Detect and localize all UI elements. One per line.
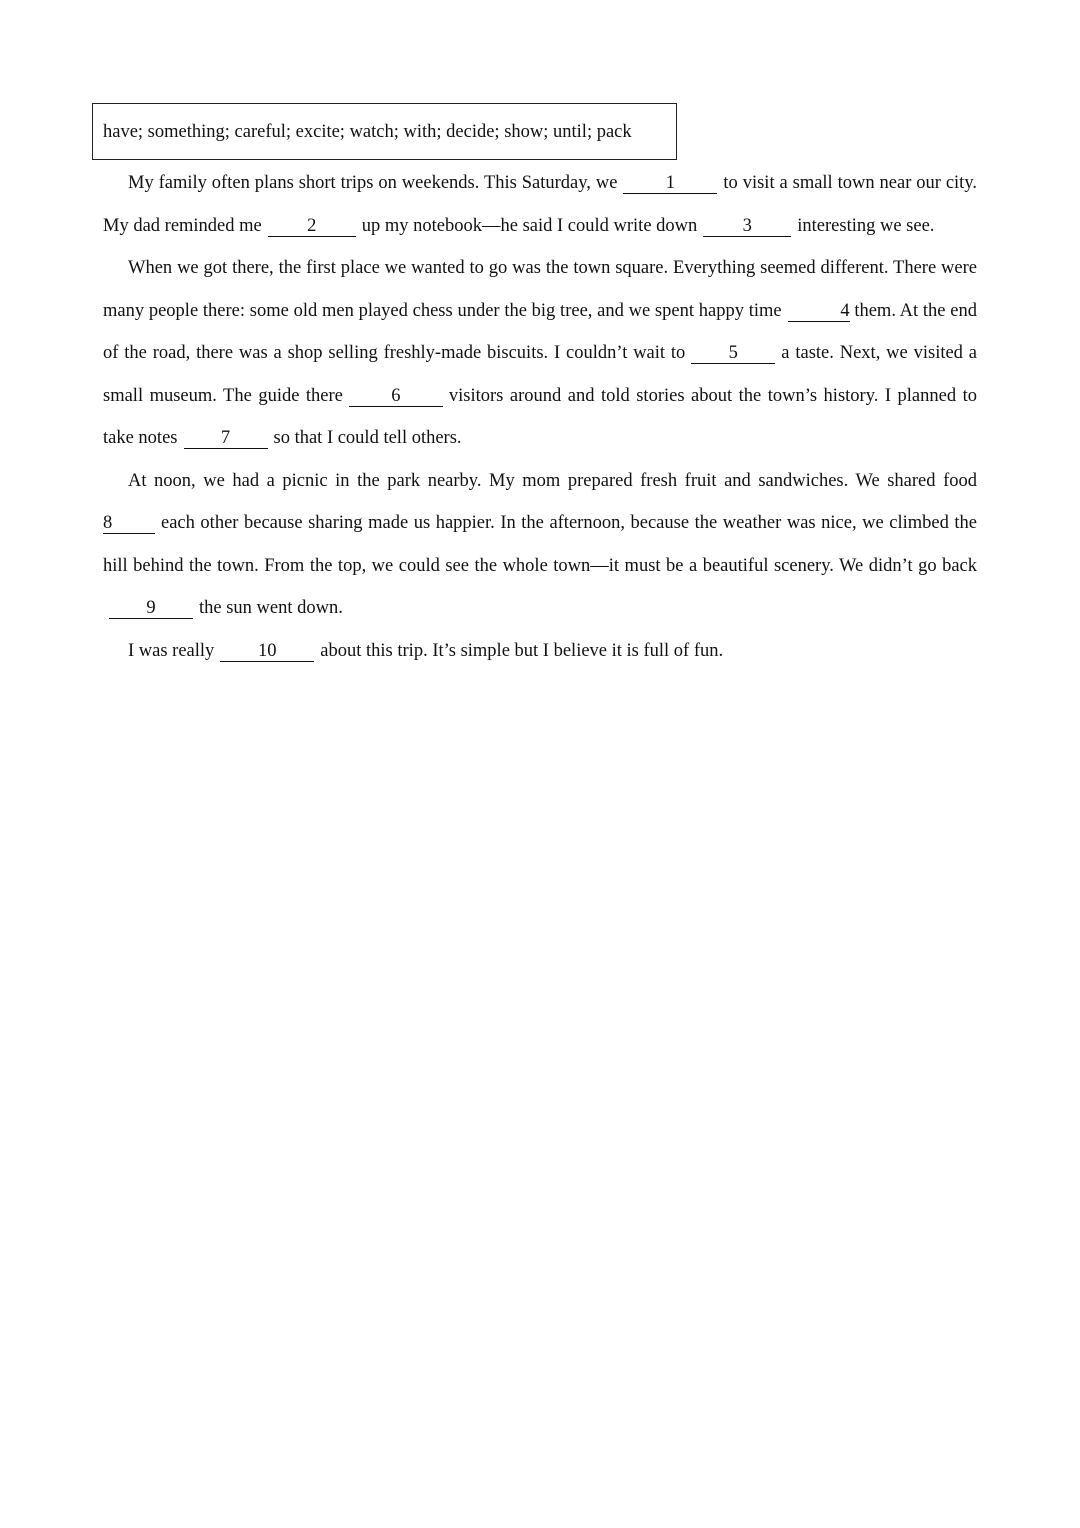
blank-9[interactable]: 9 — [109, 599, 193, 619]
blank-2[interactable]: 2 — [268, 217, 356, 237]
paragraph-text: interesting we see. — [797, 215, 935, 236]
paragraph-4 — [103, 630, 977, 673]
paragraph-text: each other because sharing made us happier. In the afternoon, because the weather was nice, we climbed the hill behind the town. From the top, we could see the whole town—it must be a beautiful scenery. We didn’t go back — [103, 513, 977, 576]
paragraph-text: visitors around and told stories about the town’s history. I planned to take notes — [103, 385, 977, 448]
paragraph-3 — [103, 460, 977, 630]
word-bank-text: have; something; careful; excite; watch; with; decide; show; until; pack — [103, 122, 632, 142]
blank-6[interactable]: 6 — [349, 387, 443, 407]
blank-8[interactable]: 8 — [103, 514, 155, 534]
paragraph-text: My family often plans short trips on weekends. This Saturday, we — [128, 173, 618, 193]
blank-10[interactable]: 10 — [220, 642, 314, 662]
cloze-passage — [103, 162, 977, 672]
blank-1[interactable]: 1 — [623, 174, 717, 194]
paragraph-text: them. At the end of the road, there was a shop selling freshly-made biscuits. I couldn’t wait to — [103, 300, 977, 363]
blank-3[interactable]: 3 — [703, 217, 791, 237]
paragraph-2 — [103, 247, 977, 460]
paragraph-text: the sun went down. — [199, 598, 343, 618]
paragraph-text: a taste. Next, we visited a small museum. The guide there — [103, 343, 977, 406]
paragraph-text: At noon, we had a picnic in the park nearby. My mom prepared fresh fruit and sandwiches. We shared food — [128, 470, 977, 491]
paragraph-1 — [103, 162, 977, 247]
paragraph-text: I was really — [128, 640, 215, 661]
blank-7[interactable]: 7 — [184, 429, 268, 449]
paragraph-text: about this trip. It’s simple but I believe it is full of fun. — [320, 640, 724, 661]
blank-5[interactable]: 5 — [691, 344, 775, 364]
blank-4[interactable]: 4 — [788, 302, 850, 322]
paragraph-text: to visit a small town near our city. My dad reminded me — [103, 173, 977, 236]
paragraph-text: up my notebook—he said I could write down — [361, 215, 698, 236]
paragraph-text: When we got there, the first place we wanted to go was the town square. Everything seemed different. There were many people there: some old men played chess under the big tree, and we spent happy time — [103, 258, 977, 321]
paragraph-text: so that I could tell others. — [273, 428, 462, 448]
word-bank-box — [92, 103, 677, 160]
